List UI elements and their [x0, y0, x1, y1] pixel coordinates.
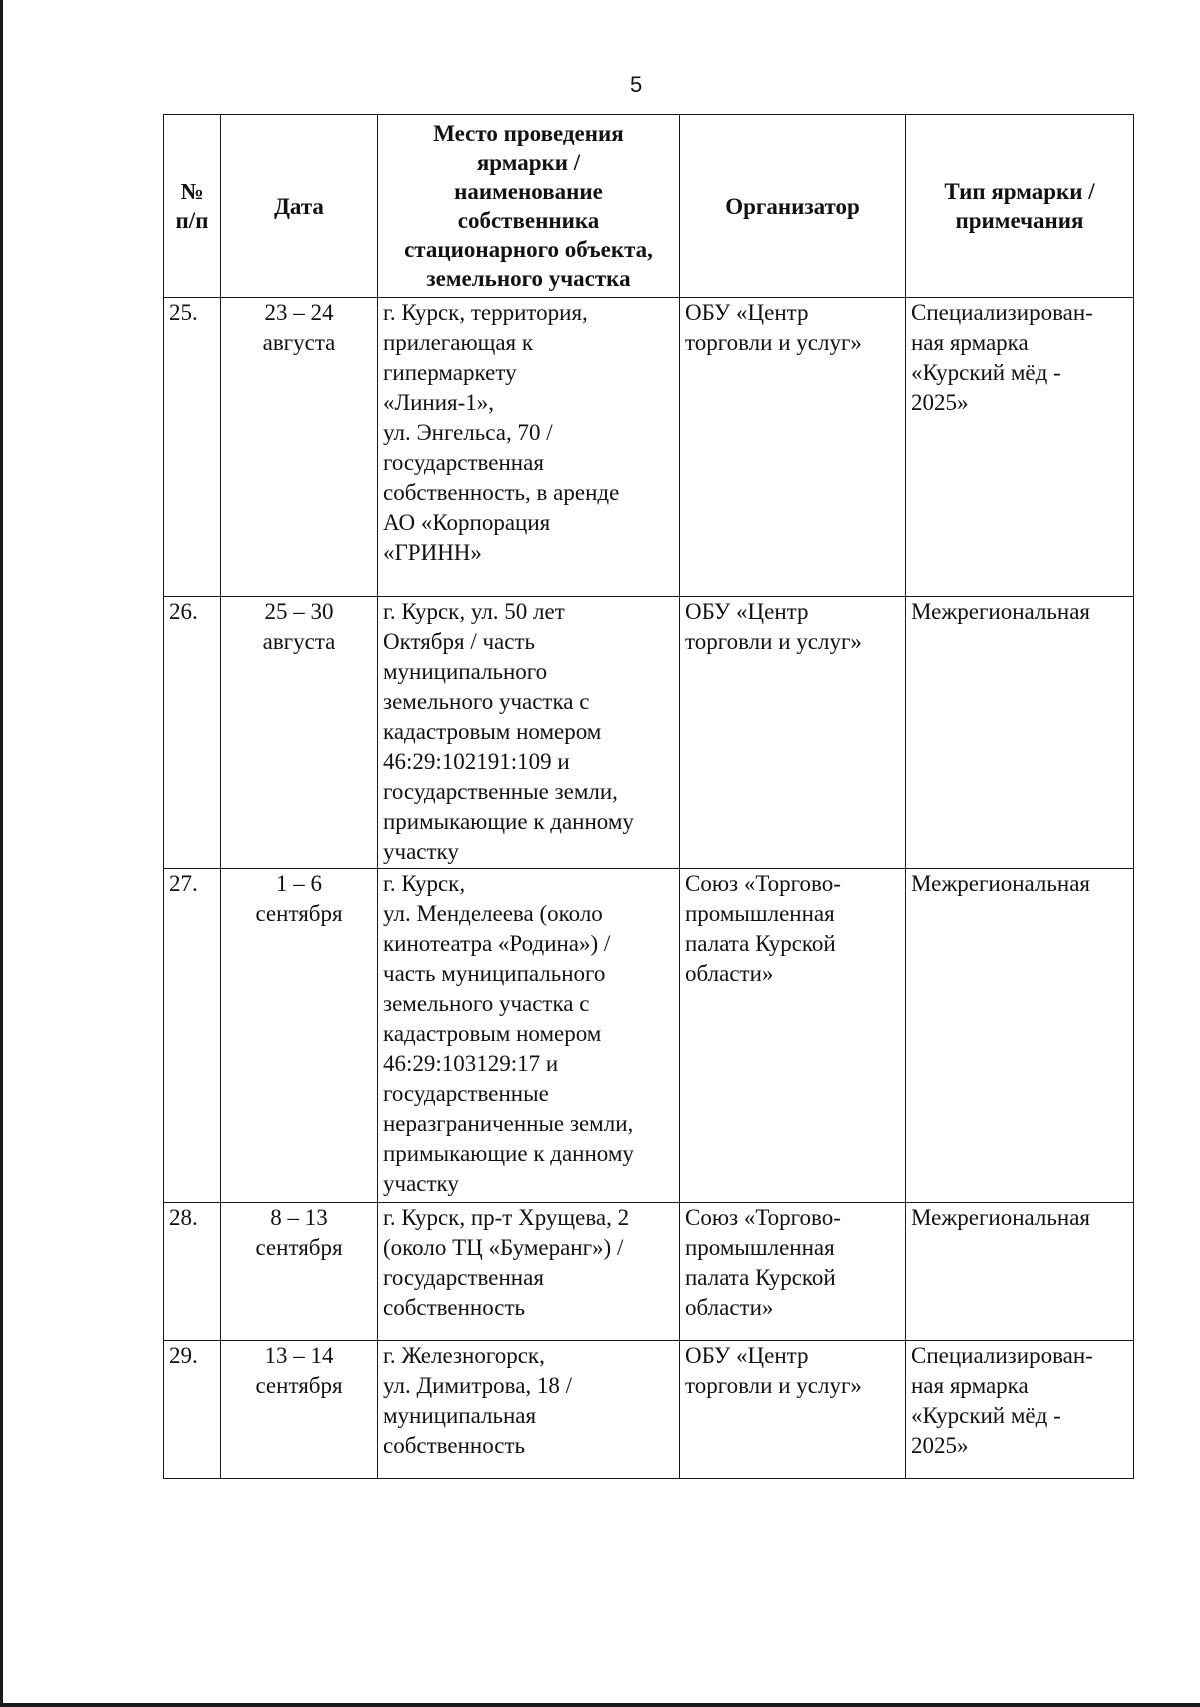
row-place: г. Курск, ул. Менделеева (около кинотеатра «Родина») / часть муниципального земельного участка с кадастровым номером 46:29:103129:17 и государственные неразграниченные земли, примыкающие к данному участку — [378, 869, 680, 1203]
row-fair-type: Межрегиональная — [906, 1203, 1134, 1341]
row-number: 26. — [164, 597, 221, 869]
table-row — [164, 597, 1134, 869]
row-date: 23 – 24 августа — [221, 298, 378, 597]
header-date: Дата — [221, 115, 378, 298]
row-number: 27. — [164, 869, 221, 1203]
row-number: 29. — [164, 1341, 221, 1479]
row-date: 25 – 30 августа — [221, 597, 378, 869]
table-row — [164, 1203, 1134, 1341]
table-header-row — [164, 115, 1134, 298]
header-fair-type: Тип ярмарки / примечания — [906, 115, 1134, 298]
header-number: № п/п — [164, 115, 221, 298]
row-organizer: ОБУ «Центр торговли и услуг» — [680, 298, 906, 597]
table-row — [164, 298, 1134, 597]
fair-schedule-table — [163, 114, 1134, 1479]
scan-bottom-edge — [0, 1703, 1200, 1707]
scan-left-edge — [0, 0, 3, 1707]
row-organizer: ОБУ «Центр торговли и услуг» — [680, 1341, 906, 1479]
row-place: г. Курск, территория, прилегающая к гипермаркету «Линия-1», ул. Энгельса, 70 / государственная собственность, в аренде АО «Корпорация «ГРИНН» — [378, 298, 680, 597]
page-number: 5 — [630, 72, 643, 97]
row-place: г. Железногорск, ул. Димитрова, 18 / муниципальная собственность — [378, 1341, 680, 1479]
row-date: 1 – 6 сентября — [221, 869, 378, 1203]
row-number: 25. — [164, 298, 221, 597]
row-fair-type: Специализирован- ная ярмарка «Курский мёд - 2025» — [906, 1341, 1134, 1479]
row-organizer: Союз «Торгово- промышленная палата Курской области» — [680, 1203, 906, 1341]
row-place: г. Курск, пр-т Хрущева, 2 (около ТЦ «Бумеранг») / государственная собственность — [378, 1203, 680, 1341]
row-fair-type: Межрегиональная — [906, 597, 1134, 869]
row-organizer: Союз «Торгово- промышленная палата Курской области» — [680, 869, 906, 1203]
header-organizer: Организатор — [680, 115, 906, 298]
row-date: 8 – 13 сентября — [221, 1203, 378, 1341]
table-row — [164, 869, 1134, 1203]
header-place: Место проведения ярмарки / наименование собственника стационарного объекта, земельного участка — [378, 115, 680, 298]
row-organizer: ОБУ «Центр торговли и услуг» — [680, 597, 906, 869]
row-fair-type: Специализирован- ная ярмарка «Курский мёд - 2025» — [906, 298, 1134, 597]
row-fair-type: Межрегиональная — [906, 869, 1134, 1203]
row-place: г. Курск, ул. 50 лет Октября / часть муниципального земельного участка с кадастровым номером 46:29:102191:109 и государственные земли, примыкающие к данному участку — [378, 597, 680, 869]
row-date: 13 – 14 сентября — [221, 1341, 378, 1479]
row-number: 28. — [164, 1203, 221, 1341]
table-row — [164, 1341, 1134, 1479]
